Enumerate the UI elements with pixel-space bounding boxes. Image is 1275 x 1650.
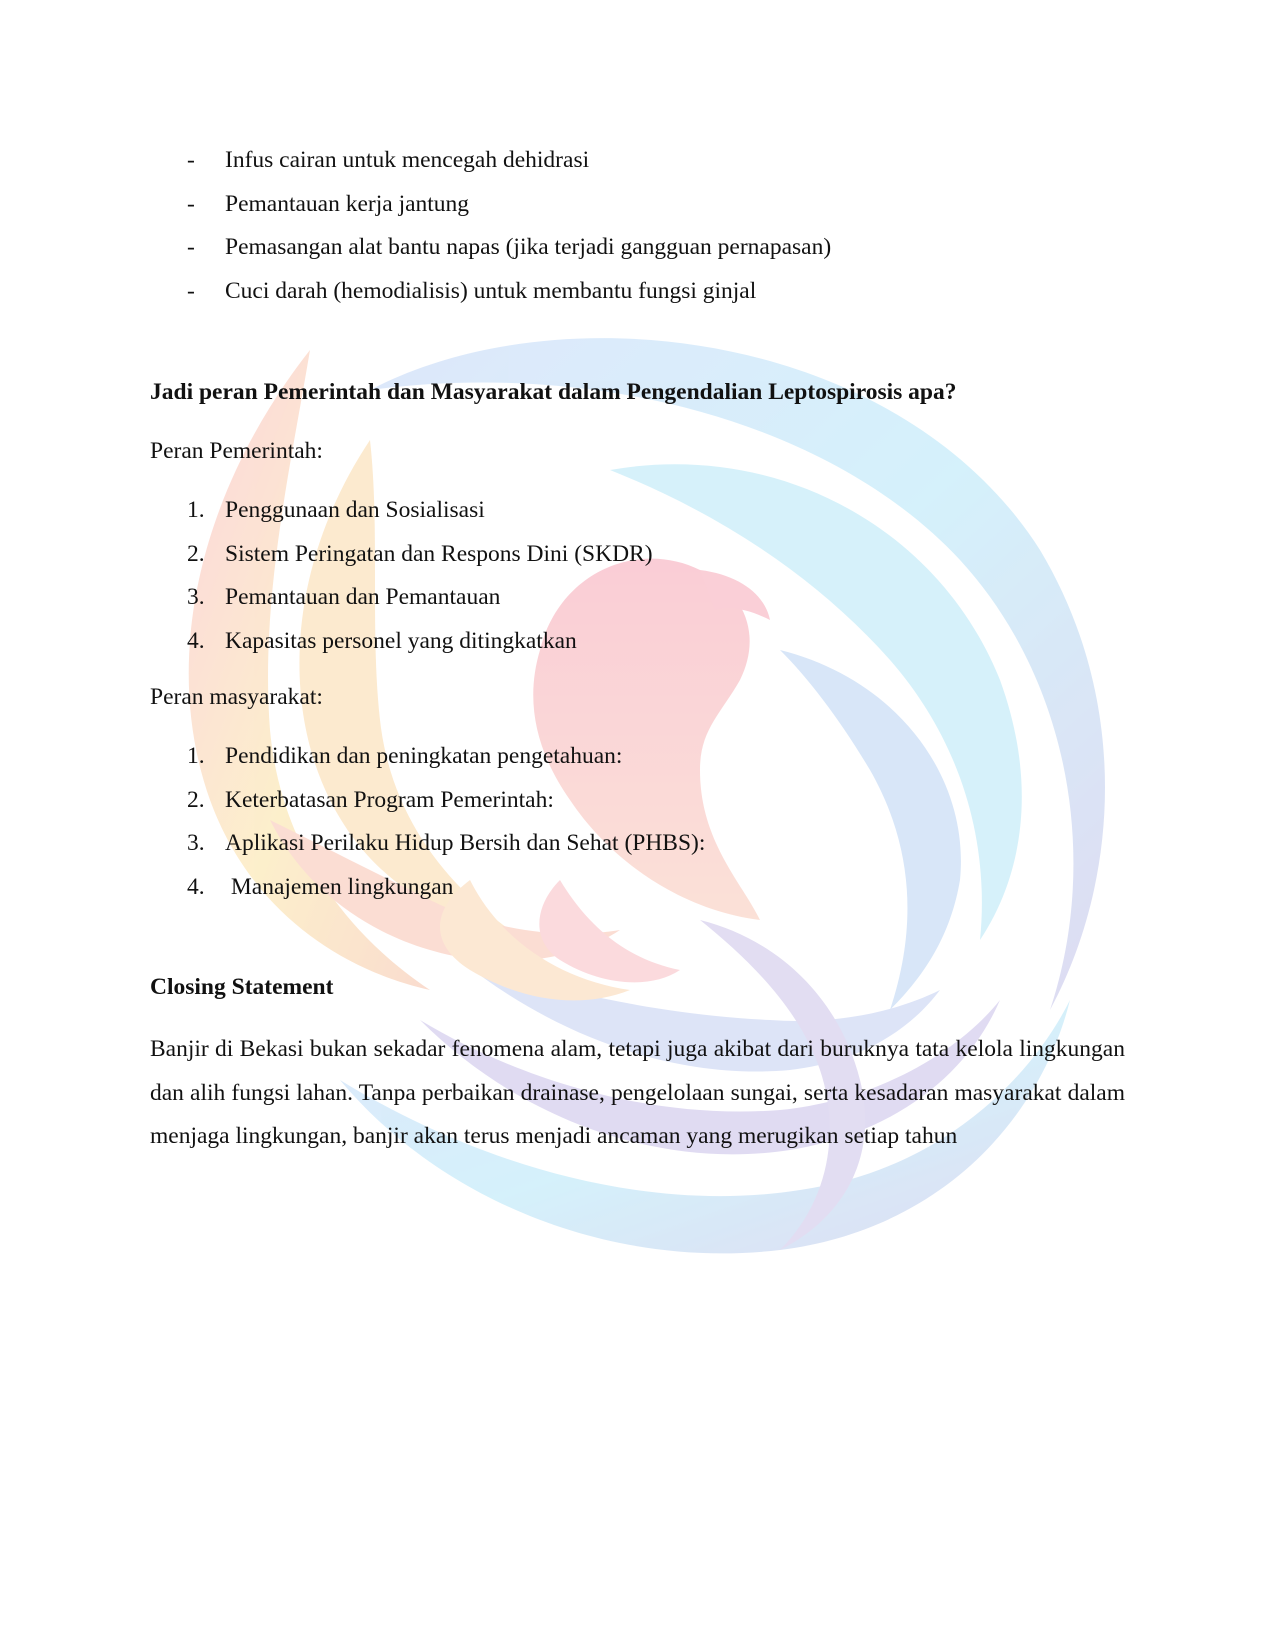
list-item (150, 276, 1125, 320)
list-number: 3. (187, 830, 205, 856)
list-number: 1. (187, 497, 205, 523)
list-item-text: Penggunaan dan Sosialisasi (225, 497, 485, 523)
question-heading: Jadi peran Pemerintah dan Masyarakat dalam Pengendalian Leptospirosis apa? (150, 379, 957, 405)
community-role-label: Peran masyarakat: (150, 684, 323, 710)
list-item (150, 741, 1125, 785)
document-page (150, 145, 1125, 1182)
government-role-list (150, 495, 1125, 669)
list-item-text: Manajemen lingkungan (225, 873, 454, 900)
list-number: 4. (187, 873, 205, 900)
list-item (150, 626, 1125, 670)
closing-heading: Closing Statement (150, 974, 334, 1000)
bullet-marker: - (187, 234, 195, 260)
list-item (150, 828, 1125, 872)
list-item-text: Keterbatasan Program Pemerintah: (225, 786, 554, 813)
bullet-marker: - (187, 277, 195, 304)
list-item-text: Kapasitas personel yang ditingkatkan (225, 627, 577, 654)
list-number: 4. (187, 627, 205, 654)
list-item-text: Sistem Peringatan dan Respons Dini (SKDR) (225, 540, 653, 567)
bullet-marker: - (187, 190, 195, 217)
community-role-list (150, 741, 1125, 915)
list-item (150, 872, 1125, 916)
closing-paragraph: Banjir di Bekasi bukan sekadar fenomena alam, tetapi juga akibat dari buruknya tata kelola lingkungan dan alih fungsi lahan. Tanpa perbaikan drainase, pengelolaan sungai, serta kesadaran masyarakat dalam menjaga lingkungan, banjir akan terus menjadi ancaman yang merugikan setiap tahun (150, 1036, 1125, 1149)
government-role-label: Peran Pemerintah: (150, 438, 323, 464)
list-item (150, 539, 1125, 583)
list-item (150, 232, 1125, 276)
list-item (150, 145, 1125, 189)
treatment-bullet-list (150, 145, 1125, 319)
list-item (150, 582, 1125, 626)
list-item-text: Pemasangan alat bantu napas (jika terjadi gangguan pernapasan) (225, 234, 832, 260)
list-number: 2. (187, 786, 205, 813)
list-item-text: Pemantauan kerja jantung (225, 190, 470, 217)
bullet-marker: - (187, 147, 195, 173)
list-item (150, 495, 1125, 539)
list-number: 2. (187, 540, 205, 567)
list-item-text: Infus cairan untuk mencegah dehidrasi (225, 147, 590, 173)
list-number: 1. (187, 743, 205, 769)
list-item-text: Aplikasi Perilaku Hidup Bersih dan Sehat (PHBS): (225, 830, 706, 856)
list-item-text: Cuci darah (hemodialisis) untuk membantu fungsi ginjal (225, 277, 757, 304)
list-number: 3. (187, 584, 205, 610)
list-item-text: Pendidikan dan peningkatan pengetahuan: (225, 743, 623, 769)
list-item (150, 785, 1125, 829)
list-item-text: Pemantauan dan Pemantauan (225, 584, 501, 610)
list-item (150, 189, 1125, 233)
